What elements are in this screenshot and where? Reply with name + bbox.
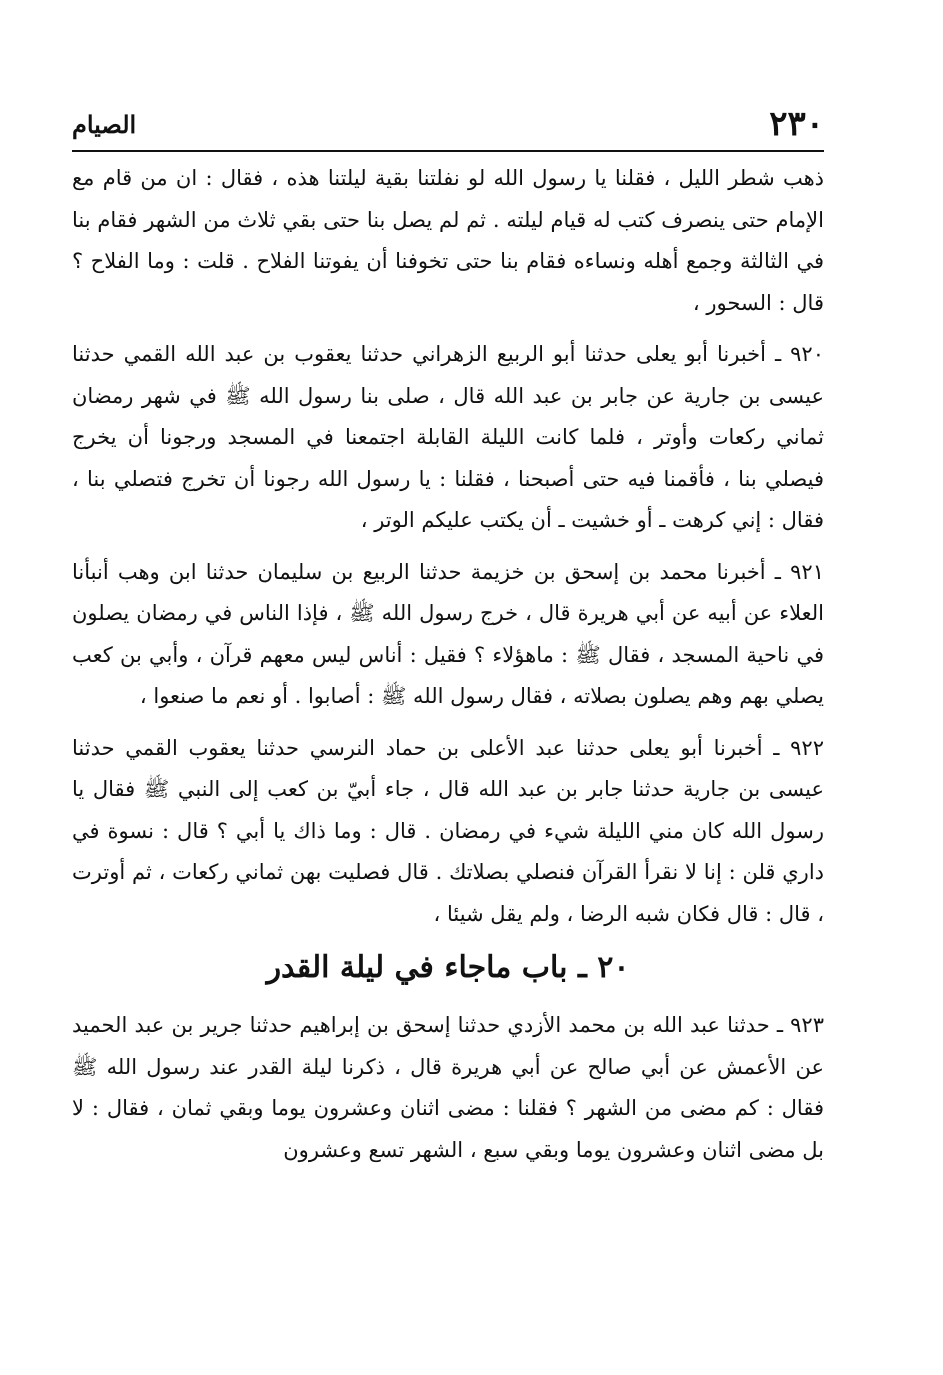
hadith-921: ٩٢١ ـ أخبرنا محمد بن إسحق بن خزيمة حدثنا الربيع بن سليمان حدثنا ابن وهب أنبأنا العلاء عن أبيه عن أبي هريرة قال ، خرج رسول الله ﷺ ، فإذا الناس في رمضان يصلون في ناحية المسجد ، فقال ﷺ : ماهؤلاء ؟ فقيل : أناس ليس معهم قرآن ، وأبي بن كعب يصلي بهم وهم يصلون بصلاته ، فقال رسول الله ﷺ : أصابوا . أو نعم ما صنعوا ، [72,559,824,708]
running-title: الصيام [72,110,137,139]
page-number: ٢٣٠ [769,104,824,144]
paragraph-continuation: ذهب شطر الليل ، فقلنا يا رسول الله لو نفلتنا بقية ليلتنا هذه ، فقال : ان من قام مع الإمام حتى ينصرف كتب له قيام ليلته . ثم لم يصل بنا حتى بقي ثلاث من الشهر فقام بنا في الثالثة وجمع أهله ونساءه فقام بنا حتى تخوفنا أن يفوتنا الفلاح . قلت : وما الفلاح ؟ قال : السحور ، [72,166,824,315]
header-rule [72,150,824,152]
page-header [72,100,824,150]
hadith-922: ٩٢٢ ـ أخبرنا أبو يعلى حدثنا عبد الأعلى بن حماد النرسي حدثنا يعقوب القمي حدثنا عيسى بن جارية حدثنا جابر بن عبد الله قال ، جاء أبيّ بن كعب إلى النبي ﷺ فقال يا رسول الله كان مني الليلة شيء في رمضان . قال : وما ذاك يا أبي ؟ قال : نسوة في داري قلن : إنا لا نقرأ القرآن فنصلي بصلاتك . قال فصليت بهن ثماني ركعات ، ثم أوترت ، قال : قال فكان شبه الرضا ، ولم يقل شيئا ، [72,735,824,926]
hadith-920: ٩٢٠ ـ أخبرنا أبو يعلى حدثنا أبو الربيع الزهراني حدثنا يعقوب بن عبد الله القمي حدثنا عيسى بن جارية عن جابر بن عبد الله قال ، صلى بنا رسول الله ﷺ في شهر رمضان ثماني ركعات وأوتر ، فلما كانت الليلة القابلة اجتمعنا في المسجد ورجونا أن يخرج فيصلي بنا ، فأقمنا فيه حتى أصبحنا ، فقلنا : يا رسول الله رجونا أن تخرج فتصلي بنا ، فقال : إني كرهت ـ أو خشيت ـ أن يكتب عليكم الوتر ، [72,342,824,532]
chapter-heading: ٢٠ ـ باب ماجاء في ليلة القدر [266,950,630,985]
hadith-923: ٩٢٣ ـ حدثنا عبد الله بن محمد الأزدي حدثنا إسحق بن إبراهيم حدثنا جرير بن عبد الحميد عن الأعمش عن أبي صالح عن أبي هريرة قال ، ذكرنا ليلة القدر عند رسول الله ﷺ فقال : كم مضى من الشهر ؟ فقلنا : مضى اثنان وعشرون يوما وبقي ثمان ، فقال : لا بل مضى اثنان وعشرون يوما وبقي سبع ، الشهر تسع وعشرون [72,1013,824,1162]
page-body [72,158,824,1181]
